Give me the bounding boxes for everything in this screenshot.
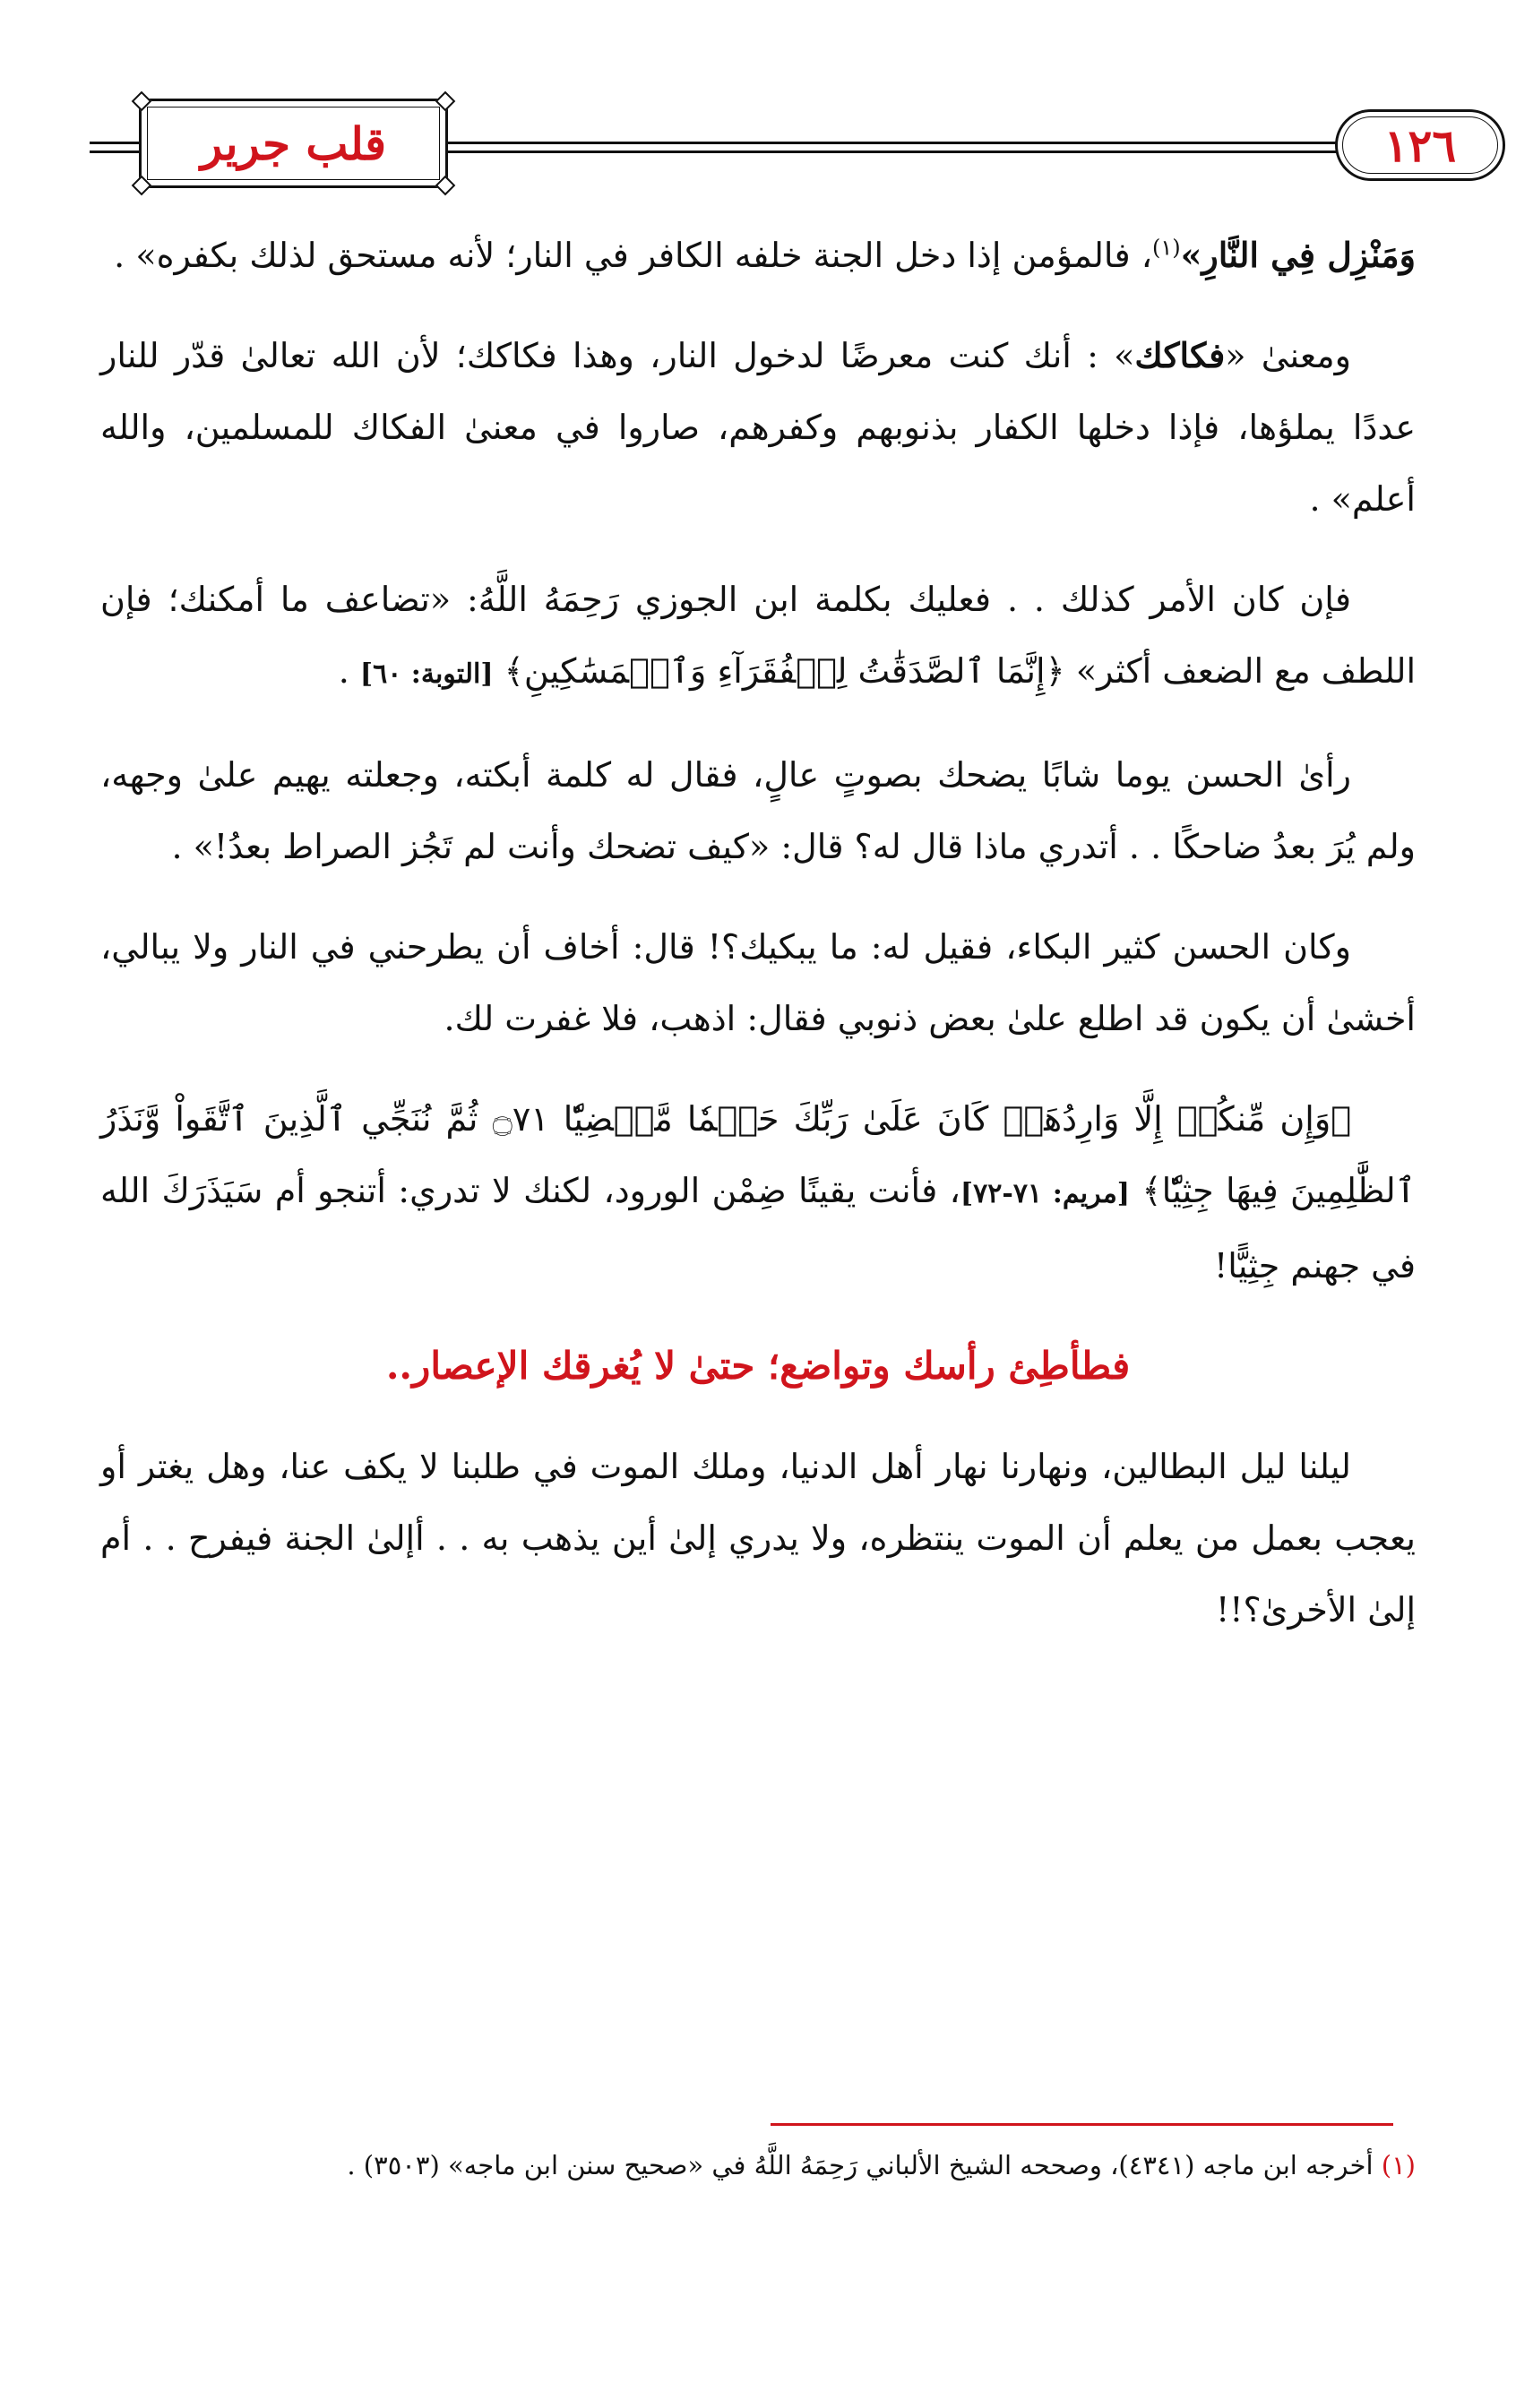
header-rule: [444, 150, 1339, 153]
running-title-frame: [139, 99, 448, 188]
footnote-reference: (١): [1152, 235, 1181, 261]
footnote-separator: [771, 2123, 1393, 2126]
corner-ornament-icon: [435, 91, 456, 112]
paragraph: [100, 320, 1416, 535]
paragraph-text: فإن كان الأمر كذلك . . فعليك بكلمة ابن الجوزي رَحِمَهُ اللَّهُ: «تضاعف ما أمكنك؛ فإن اللطف مع الضعف أكثر» ﴿إِنَّمَا ٱلصَّدَقَٰتُ لِلۡفُقَرَآءِ وَٱلۡمَسَٰكِينِ﴾: [100, 580, 1416, 691]
footnote-text: أخرجه ابن ماجه (٤٣٤١)، وصححه الشيخ الألباني رَحِمَهُ اللَّهُ في «صحيح سنن ابن ماجه» (٣٥٠٣) .: [347, 2150, 1374, 2180]
running-title: قلب جرير: [201, 116, 386, 170]
page-number-frame: [1335, 109, 1505, 181]
quran-verse: ﴿وَإِن مِّنكُمۡ إِلَّا وَارِدُهَاۚ كَانَ عَلَىٰ رَبِّكَ حَتۡمٗا مَّقۡضِيّٗا ۝٧١ ثُمَّ نُنَجِّي ٱلَّذِينَ ٱتَّقَواْ وَّنَذَرُ ٱلظَّٰلِمِينَ فِيهَا جِثِيّٗا﴾: [100, 1099, 1417, 1210]
paragraph-text: ، فالمؤمن إذا دخل الجنة خلفه الكافر في النار؛ لأنه مستحق لذلك بكفره» .: [114, 236, 1153, 275]
keyword: فكاكك: [1134, 335, 1226, 375]
paragraph-text: رأىٰ الحسن يوما شابًا يضحك بصوتٍ عالٍ، فقال له كلمة أبكته، وجعلته يهيم علىٰ وجهه، ولم يُرَ بعدُ ضاحكًا . . أتدري ماذا قال له؟ قال: «كيف تضحك وأنت لم تَجُز الصراط بعدُ!» .: [100, 755, 1416, 866]
footnote: [100, 2143, 1416, 2188]
footnote-marker: (١): [1381, 2150, 1416, 2180]
section-heading: فطأطِئ رأسك وتواضع؛ حتىٰ لا يُغرقك الإعصار..: [385, 1344, 1131, 1388]
paragraph-text: » : أنك كنت معرضًا لدخول النار، وهذا فكاكك؛ لأن الله تعالىٰ قدّر للنار عددًا يملؤها، فإذا دخلها الكفار بذنوبهم وكفرهم، صاروا في معنىٰ الفكاك للمسلمين، والله أعلم» .: [100, 336, 1416, 519]
paragraph: [100, 911, 1416, 1054]
paragraph-lead: ومعنىٰ «: [1225, 336, 1351, 375]
corner-ornament-icon: [435, 176, 456, 196]
header-rule: [90, 142, 143, 144]
paragraph: [100, 739, 1416, 882]
corner-ornament-icon: [132, 176, 152, 196]
paragraph-text: وكان الحسن كثير البكاء، فقيل له: ما يبكيك؟! قال: أخاف أن يطرحني في النار ولا يبالي، أخشىٰ أن يكون قد اطلع علىٰ بعض ذنوبي فقال: اذهب، فلا غفرت لك.: [100, 927, 1416, 1038]
verse-reference: [مريم: ٧١-٧٢]: [960, 1178, 1130, 1209]
corner-ornament-icon: [132, 91, 152, 112]
page-body: [100, 219, 1416, 1674]
paragraph-end: .: [338, 651, 360, 691]
page-number: ١٢٦: [1383, 118, 1457, 172]
header-rule: [90, 150, 143, 153]
paragraph: [100, 1083, 1416, 1302]
quoted-phrase: وَمَنْزِل فِي النَّارِ»: [1180, 235, 1416, 275]
paragraph-text: ، فأنت يقينًا ضِمْن الورود، لكنك لا تدري: أتنجو أم سَيَذَرَكَ الله في جهنم جِثِيًّا!: [100, 1171, 1416, 1286]
paragraph: [100, 563, 1416, 710]
paragraph-text: ليلنا ليل البطالين، ونهارنا نهار أهل الدنيا، وملك الموت في طلبنا لا يكف عنا، وهل يغتر أو يعجب بعمل من يعلم أن الموت ينتظره، ولا يدري إلىٰ أين يذهب به . . أإلىٰ الجنة فيفرح . . أم إلىٰ الأخرىٰ؟!!: [100, 1447, 1416, 1630]
page-header: [90, 90, 1457, 197]
paragraph: [100, 219, 1416, 291]
verse-reference: [التوبة: ٦٠]: [359, 658, 494, 690]
header-rule: [444, 142, 1339, 144]
paragraph: [100, 1431, 1416, 1646]
